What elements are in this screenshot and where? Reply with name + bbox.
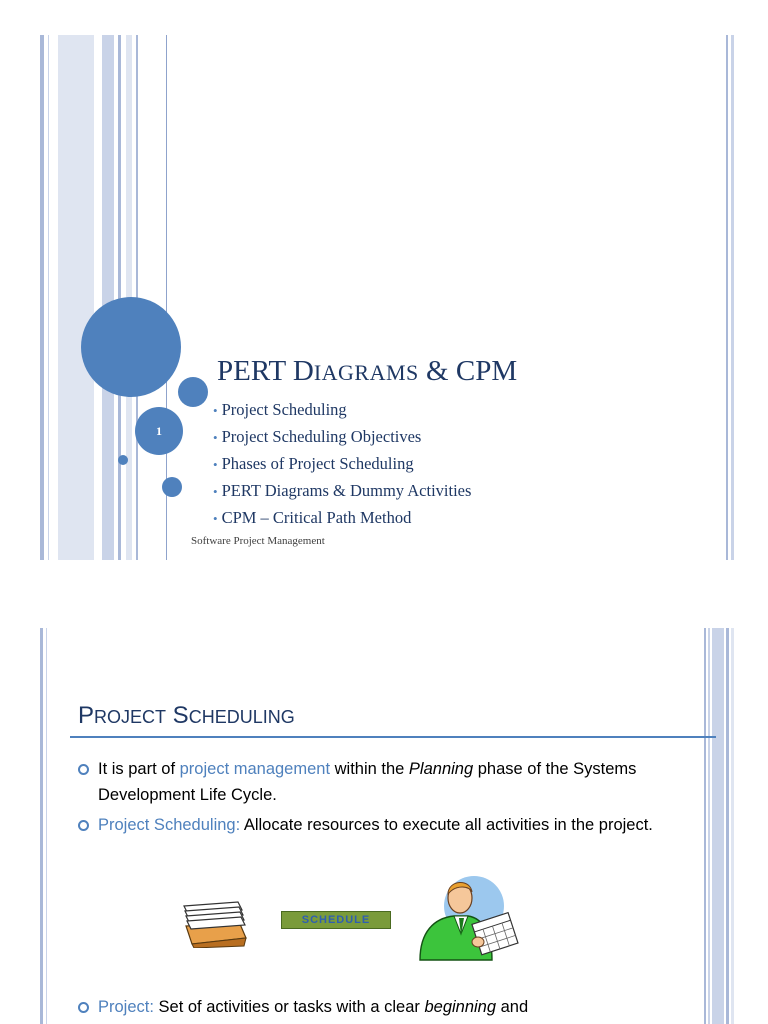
- deco-bar: [704, 628, 706, 1024]
- bullet-ring-icon: [78, 1002, 89, 1013]
- list-item: • CPM – Critical Path Method: [213, 508, 412, 527]
- list-item: • Phases of Project Scheduling: [213, 454, 414, 473]
- title-divider: [70, 736, 716, 738]
- deco-bar: [726, 628, 729, 1024]
- bullet-paragraph: Project Scheduling: Allocate resources to execute all activities in the project.: [78, 812, 658, 838]
- deco-circle-large: [81, 297, 181, 397]
- bullet-ring-icon: [78, 764, 89, 775]
- deco-bar: [48, 35, 49, 560]
- deco-circle-dot: [118, 455, 128, 465]
- deco-circle-small: [178, 377, 208, 407]
- bullet-paragraph: Project: Set of activities or tasks with a clear beginning and: [78, 994, 658, 1020]
- deco-bar: [708, 628, 710, 1024]
- deco-bar: [58, 35, 94, 560]
- list-item: • Project Scheduling: [213, 400, 347, 419]
- slide-1: [40, 35, 734, 560]
- bullet-ring-icon: [78, 820, 89, 831]
- slide-footer: Software Project Management: [191, 535, 325, 547]
- deco-bar: [726, 35, 728, 560]
- paper-stack-icon: [180, 896, 250, 948]
- deco-bar: [731, 35, 734, 560]
- businessman-calendar-icon: [412, 872, 522, 962]
- slide-title: PROJECT SCHEDULING: [78, 702, 295, 729]
- deco-bar: [102, 35, 114, 560]
- slide-2: [40, 628, 734, 1024]
- deco-bar: [712, 628, 724, 1024]
- list-item: • PERT Diagrams & Dummy Activities: [213, 481, 472, 500]
- bullet-paragraph: It is part of project management within the Planning phase of the Systems Development Life Cycle.: [78, 756, 658, 808]
- slide-number: 1: [156, 423, 162, 438]
- deco-circle-small: [162, 477, 182, 497]
- list-item: • Project Scheduling Objectives: [213, 427, 422, 446]
- bullet-list: [213, 396, 471, 531]
- slide-title: PERT DIAGRAMS & CPM: [217, 355, 518, 387]
- deco-bar: [40, 628, 43, 1024]
- deco-bar: [40, 35, 44, 560]
- schedule-banner-icon: SCHEDULE: [281, 911, 391, 929]
- deco-bar: [46, 628, 47, 1024]
- deco-bar: [731, 628, 734, 1024]
